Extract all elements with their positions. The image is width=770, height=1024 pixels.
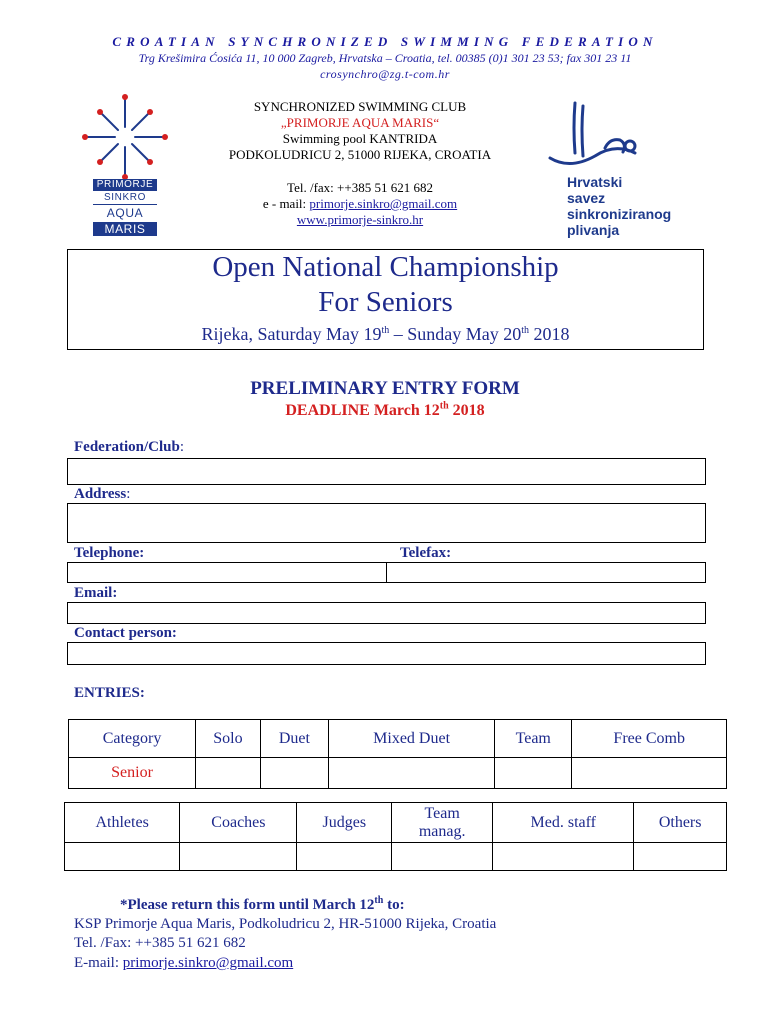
address-label-text: Address xyxy=(74,486,127,502)
club-email-link[interactable]: primorje.sinkro@gmail.com xyxy=(309,196,458,211)
table-row xyxy=(69,720,727,758)
federation-name: CROATIAN SYNCHRONIZED SWIMMING FEDERATION xyxy=(112,34,658,49)
hss-line-2: savez xyxy=(567,190,606,206)
header-category: Category xyxy=(69,720,196,758)
athletes-input-cell[interactable] xyxy=(65,843,180,871)
club-subname: „PRIMORJE AQUA MARIS“ xyxy=(280,115,440,130)
club-label-text: Federation/Club xyxy=(74,439,180,455)
header-coaches: Coaches xyxy=(180,803,297,843)
return-email-line xyxy=(74,955,293,972)
judges-input-cell[interactable] xyxy=(297,843,392,871)
federation-address: Trg Krešimira Ćosića 11, 10 000 Zagreb, Hrvatska – Croatia, tel. 00385 (0)1 301 23 53; fax 301 23 11 xyxy=(138,51,632,65)
club-telephone: Tel. /fax: ++385 51 621 682 xyxy=(287,180,433,195)
others-input-cell[interactable] xyxy=(634,843,727,871)
team-manag-line-1: Team xyxy=(424,804,460,822)
address-label xyxy=(74,486,130,503)
telefax-label: Telefax: xyxy=(400,545,452,561)
deadline-sup: th xyxy=(439,400,449,412)
team-input-cell[interactable] xyxy=(495,758,572,789)
staff-table xyxy=(64,802,727,871)
entries-label: ENTRIES: xyxy=(74,685,145,701)
return-address: KSP Primorje Aqua Maris, Podkoludricu 2, HR-51000 Rijeka, Croatia xyxy=(74,916,497,932)
club-name: SYNCHRONIZED SWIMMING CLUB xyxy=(253,99,467,114)
email-field[interactable] xyxy=(67,602,706,624)
header-judges: Judges xyxy=(297,803,392,843)
header-med-staff: Med. staff xyxy=(493,803,634,843)
header-team: Team xyxy=(495,720,572,758)
logo-text-maris: MARIS xyxy=(93,222,157,236)
hss-line-3: sinkroniziranog xyxy=(567,206,672,222)
telephone-label: Telephone: xyxy=(74,545,145,561)
header-others: Others xyxy=(634,803,727,843)
event-title-line-1: Open National Championship xyxy=(212,251,559,283)
solo-input-cell[interactable] xyxy=(196,758,261,789)
club-address: PODKOLUDRICU 2, 51000 RIJEKA, CROATIA xyxy=(228,147,492,162)
event-title-line-2: For Seniors xyxy=(318,286,453,318)
form-title: PRELIMINARY ENTRY FORM xyxy=(250,378,520,399)
club-pool: Swimming pool KANTRIDA xyxy=(282,131,438,146)
date-a: Rijeka, Saturday May 19 xyxy=(201,324,382,344)
hss-swimmer-logo-icon xyxy=(545,98,645,178)
club-website-line xyxy=(160,212,560,228)
entries-table xyxy=(68,719,727,789)
return-telephone: Tel. /Fax: ++385 51 621 682 xyxy=(74,935,246,951)
address-label-colon: : xyxy=(126,486,131,502)
free-comb-input-cell[interactable] xyxy=(572,758,727,789)
table-row xyxy=(65,803,727,843)
note-a: *Please return this form until March 12 xyxy=(120,897,375,913)
duet-input-cell[interactable] xyxy=(260,758,328,789)
date-b: – Sunday May 20 xyxy=(389,324,522,344)
return-note xyxy=(120,897,405,914)
logo-text-sinkro: SINKRO xyxy=(93,192,157,205)
logo-text-aqua: AQUA xyxy=(106,206,144,220)
header-free-comb: Free Comb xyxy=(572,720,727,758)
club-label-colon: : xyxy=(179,439,185,455)
telefax-field[interactable] xyxy=(386,562,706,583)
federation-club-field[interactable] xyxy=(67,458,706,485)
deadline-b: 2018 xyxy=(448,402,485,419)
header-team-manag xyxy=(392,803,493,843)
note-b: to: xyxy=(383,897,405,913)
header-athletes: Athletes xyxy=(65,803,180,843)
club-email-line xyxy=(160,196,560,212)
email-label: Email: xyxy=(74,585,118,601)
team-manag-input-cell[interactable] xyxy=(392,843,493,871)
date-a-sup: th xyxy=(381,325,390,336)
deadline xyxy=(0,402,770,420)
federation-club-label xyxy=(74,439,184,456)
table-row xyxy=(69,758,727,789)
date-c: 2018 xyxy=(529,324,570,344)
header-duet: Duet xyxy=(260,720,328,758)
date-b-sup: th xyxy=(521,325,530,336)
contact-person-field[interactable] xyxy=(67,642,706,665)
address-field[interactable] xyxy=(67,503,706,543)
club-website-link[interactable]: www.primorje-sinkro.hr xyxy=(296,212,424,227)
med-staff-input-cell[interactable] xyxy=(493,843,634,871)
deadline-a: DEADLINE March 12 xyxy=(285,402,440,419)
federation-email: crosynchro@zg.t-com.hr xyxy=(320,67,450,81)
return-email-link[interactable]: primorje.sinkro@gmail.com xyxy=(122,955,294,971)
logo-text-primorje: PRIMORJE xyxy=(93,179,157,191)
hss-line-1: Hrvatski xyxy=(567,174,623,190)
event-dates xyxy=(67,324,704,345)
category-senior: Senior xyxy=(69,758,196,789)
note-sup: th xyxy=(374,895,384,906)
hss-line-4: plivanja xyxy=(567,222,620,238)
header-mixed-duet: Mixed Duet xyxy=(329,720,495,758)
contact-person-label: Contact person: xyxy=(74,625,177,641)
team-manag-line-2: manag. xyxy=(418,822,466,840)
mixed-duet-input-cell[interactable] xyxy=(329,758,495,789)
table-row xyxy=(65,843,727,871)
hss-logo-text xyxy=(567,174,707,238)
header-solo: Solo xyxy=(196,720,261,758)
telephone-field[interactable] xyxy=(67,562,387,583)
club-email-prefix: e - mail: xyxy=(262,196,310,211)
coaches-input-cell[interactable] xyxy=(180,843,297,871)
return-email-prefix: E-mail: xyxy=(74,955,123,971)
